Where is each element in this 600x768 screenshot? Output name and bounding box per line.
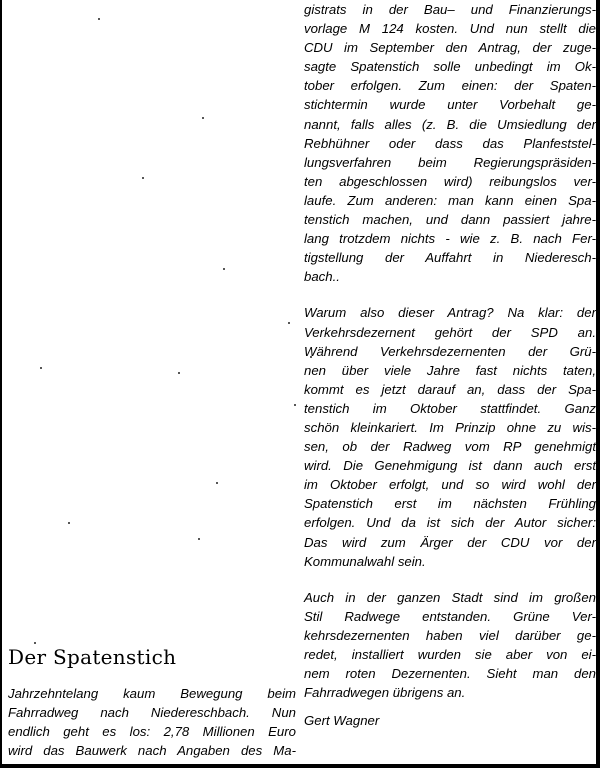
- text-line: vorlage M 124 kosten. Und nun stellt die: [304, 21, 596, 37]
- speck-dot: [288, 322, 290, 324]
- text-line: Warum also dieser Antrag? Na klar: der: [304, 305, 596, 321]
- text-line: wird das Bauwerk nach Angaben des Ma-: [8, 743, 296, 759]
- text-line: lungsverfahren beim Regierungspräsiden-: [304, 154, 596, 170]
- text-line: wird. Die Genehmigung ist dann auch erst: [304, 458, 596, 474]
- speck-dot: [142, 177, 144, 179]
- speck-dot: [178, 372, 180, 374]
- text-line: schön kleinkariert. Im Prinzip ohne zu wis-: [304, 419, 596, 435]
- text-line: Rebhühner oder dass das Planfeststel-: [304, 135, 596, 151]
- text-line: kehrsdezernenten haben viel darüber ge-: [304, 627, 596, 643]
- text-line: Auch in der ganzen Stadt sind im großen: [304, 589, 596, 605]
- text-line: tenstich machen, und dann passiert jahre-: [304, 212, 596, 228]
- text-line: tenstich im Oktober stattfindet. Ganz: [304, 400, 596, 416]
- speck-dot: [68, 522, 70, 524]
- text-line: tober erfolgen. Zum einen: der Spaten-: [304, 78, 596, 94]
- text-line: gistrats in der Bau– und Finanzierungs-: [304, 2, 596, 17]
- left-column-text: [8, 684, 296, 760]
- text-line: erfolgen. Und da ist sich der Autor sicher:: [304, 515, 596, 531]
- speck-dot: [216, 482, 218, 484]
- text-line: ten abgeschlossen wird) reibungslos ver-: [304, 173, 596, 189]
- text-line: Fahrradweg nach Niedereschbach. Nun: [8, 705, 296, 721]
- text-line: nen über viele Jahre fast nichts taten,: [304, 362, 596, 378]
- text-line: tigstellung der Auffahrt in Niederesch-: [304, 250, 596, 266]
- speck-dot: [223, 268, 225, 270]
- text-line: stichtermin wurde unter Vorbehalt ge-: [304, 97, 596, 113]
- right-column-text: [304, 0, 596, 730]
- speck-dot: [40, 367, 42, 369]
- text-line: redet, installiert wurden sie aber von ei-: [304, 647, 596, 662]
- speck-dot: [34, 642, 36, 644]
- text-line: Fahrradwegen übrigens an.: [304, 685, 466, 701]
- text-line: kommt es jetzt darauf an, dass der Spa-: [304, 381, 596, 397]
- article-heading: Der Spatenstich: [8, 645, 177, 669]
- text-line: bach..: [304, 269, 340, 285]
- paragraph: [304, 588, 596, 703]
- text-line: nannt, falls alles (z. B. die Umsiedlung der: [304, 116, 596, 132]
- text-line: Das wird zum Ärger der CDU vor der: [304, 534, 596, 550]
- text-line: sagte Spatenstich solle unbedingt im Ok-: [304, 59, 596, 75]
- text-line: Stil Radwege entstanden. Grüne Ver-: [304, 608, 596, 624]
- text-line: CDU im September den Antrag, der zuge-: [304, 40, 596, 56]
- speck-dot: [98, 18, 100, 20]
- text-line: lang trotzdem nichts - wie z. B. nach Fer-: [304, 231, 596, 247]
- text-line: nem roten Dezernenten. Sieht man den: [304, 666, 596, 682]
- author-name: Gert Wagner: [304, 713, 380, 729]
- paragraph: [304, 303, 596, 570]
- text-line: Verkehrsdezernent gehört der SPD an.: [304, 324, 596, 340]
- speck-dot: [202, 117, 204, 119]
- speck-dot: [198, 538, 200, 540]
- speck-dot: [294, 404, 296, 406]
- text-line: im Oktober erfolgt, und so wird wohl der: [304, 477, 596, 493]
- text-line: endlich geht es los: 2,78 Millionen Euro: [8, 724, 296, 740]
- text-line: Während Verkehrsdezernenten der Grü-: [304, 343, 596, 359]
- text-line: Spatenstich erst im nächsten Frühling: [304, 496, 596, 512]
- text-line: sen, ob der Radweg vom RP genehmigt: [304, 439, 596, 455]
- paragraph: [304, 0, 596, 286]
- text-line: Jahrzehntelang kaum Bewegung beim: [8, 686, 296, 701]
- text-line: Kommunalwahl sein.: [304, 553, 426, 569]
- text-line: laufe. Zum anderen: man kann einen Spa-: [304, 192, 596, 208]
